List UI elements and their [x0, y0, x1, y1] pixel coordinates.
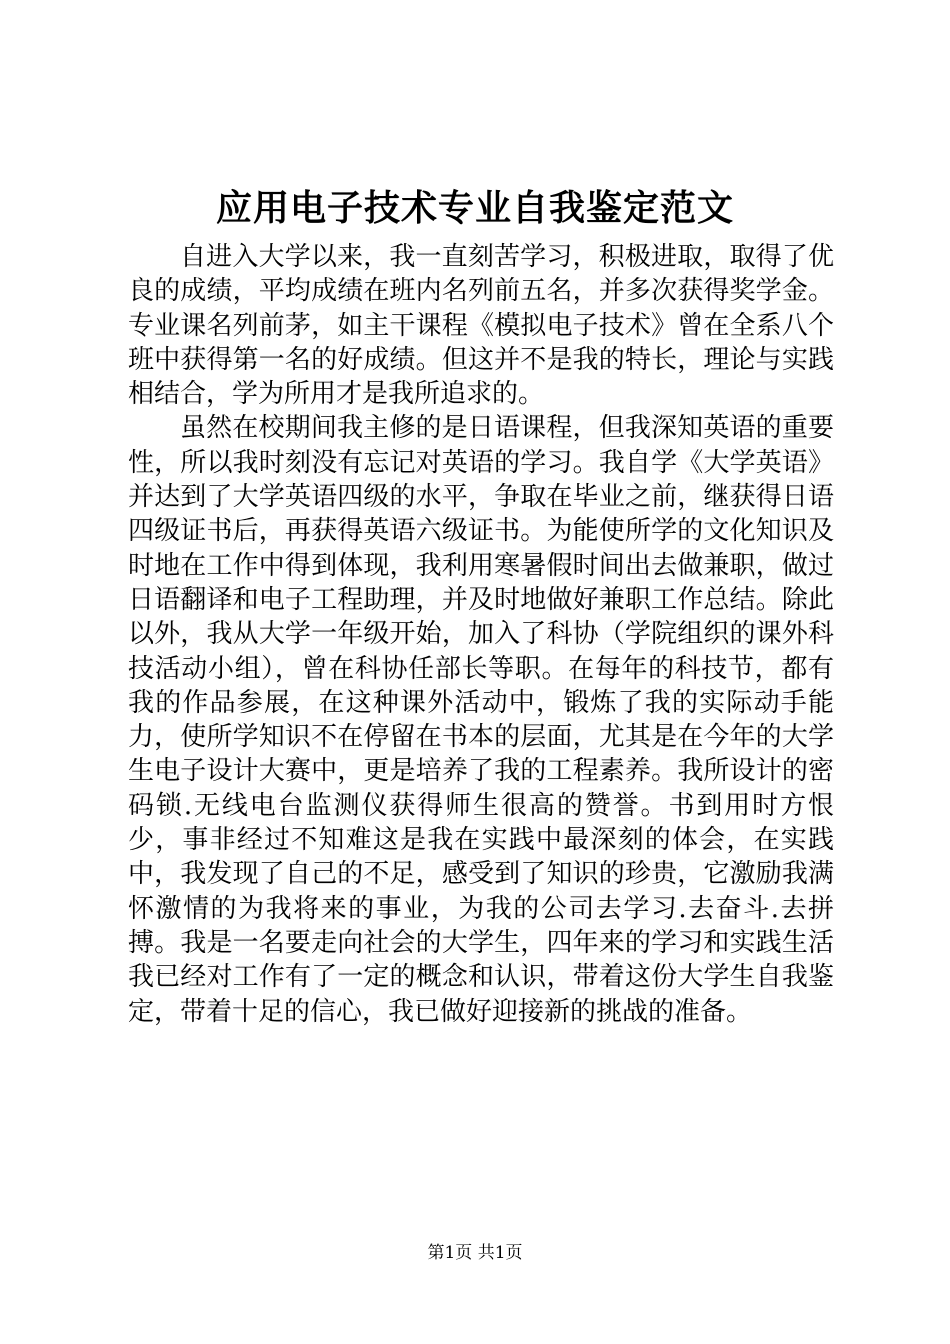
document-body	[128, 240, 834, 1029]
paragraph-2: 虽然在校期间我主修的是日语课程，但我深知英语的重要性，所以我时刻没有忘记对英语的学习。我自学《大学英语》并达到了大学英语四级的水平，争取在毕业之前，继获得日语四级证书后，再获得英语六级证书。为能使所学的文化知识及时地在工作中得到体现，我利用寒暑假时间出去做兼职，做过日语翻译和电子工程助理，并及时地做好兼职工作总结。除此以外，我从大学一年级开始，加入了科协（学院组织的课外科技活动小组），曾在科协任部长等职。在每年的科技节，都有我的作品参展，在这种课外活动中，锻炼了我的实际动手能力，使所学知识不在停留在书本的层面，尤其是在今年的大学生电子设计大赛中，更是培养了我的工程素养。我所设计的密码锁.无线电台监测仪获得师生很高的赞誉。书到用时方恨少，事非经过不知难这是我在实践中最深刻的体会，在实践中，我发现了自己的不足，感受到了知识的珍贵，它激励我满怀激情的为我将来的事业，为我的公司去学习.去奋斗.去拼搏。我是一名要走向社会的大学生，四年来的学习和实践生活我已经对工作有了一定的概念和认识，带着这份大学生自我鉴定，带着十足的信心，我已做好迎接新的挑战的准备。	[128, 413, 834, 1027]
document-title: 应用电子技术专业自我鉴定范文	[215, 187, 734, 229]
page-footer: 第1页 共1页	[427, 1243, 523, 1263]
paragraph-1: 自进入大学以来，我一直刻苦学习，积极进取，取得了优良的成绩，平均成绩在班内名列前五名，并多次获得奖学金。专业课名列前茅，如主干课程《模拟电子技术》曾在全系八个班中获得第一名的好成绩。但这并不是我的特长，理论与实践相结合，学为所用才是我所追求的。	[128, 242, 834, 410]
